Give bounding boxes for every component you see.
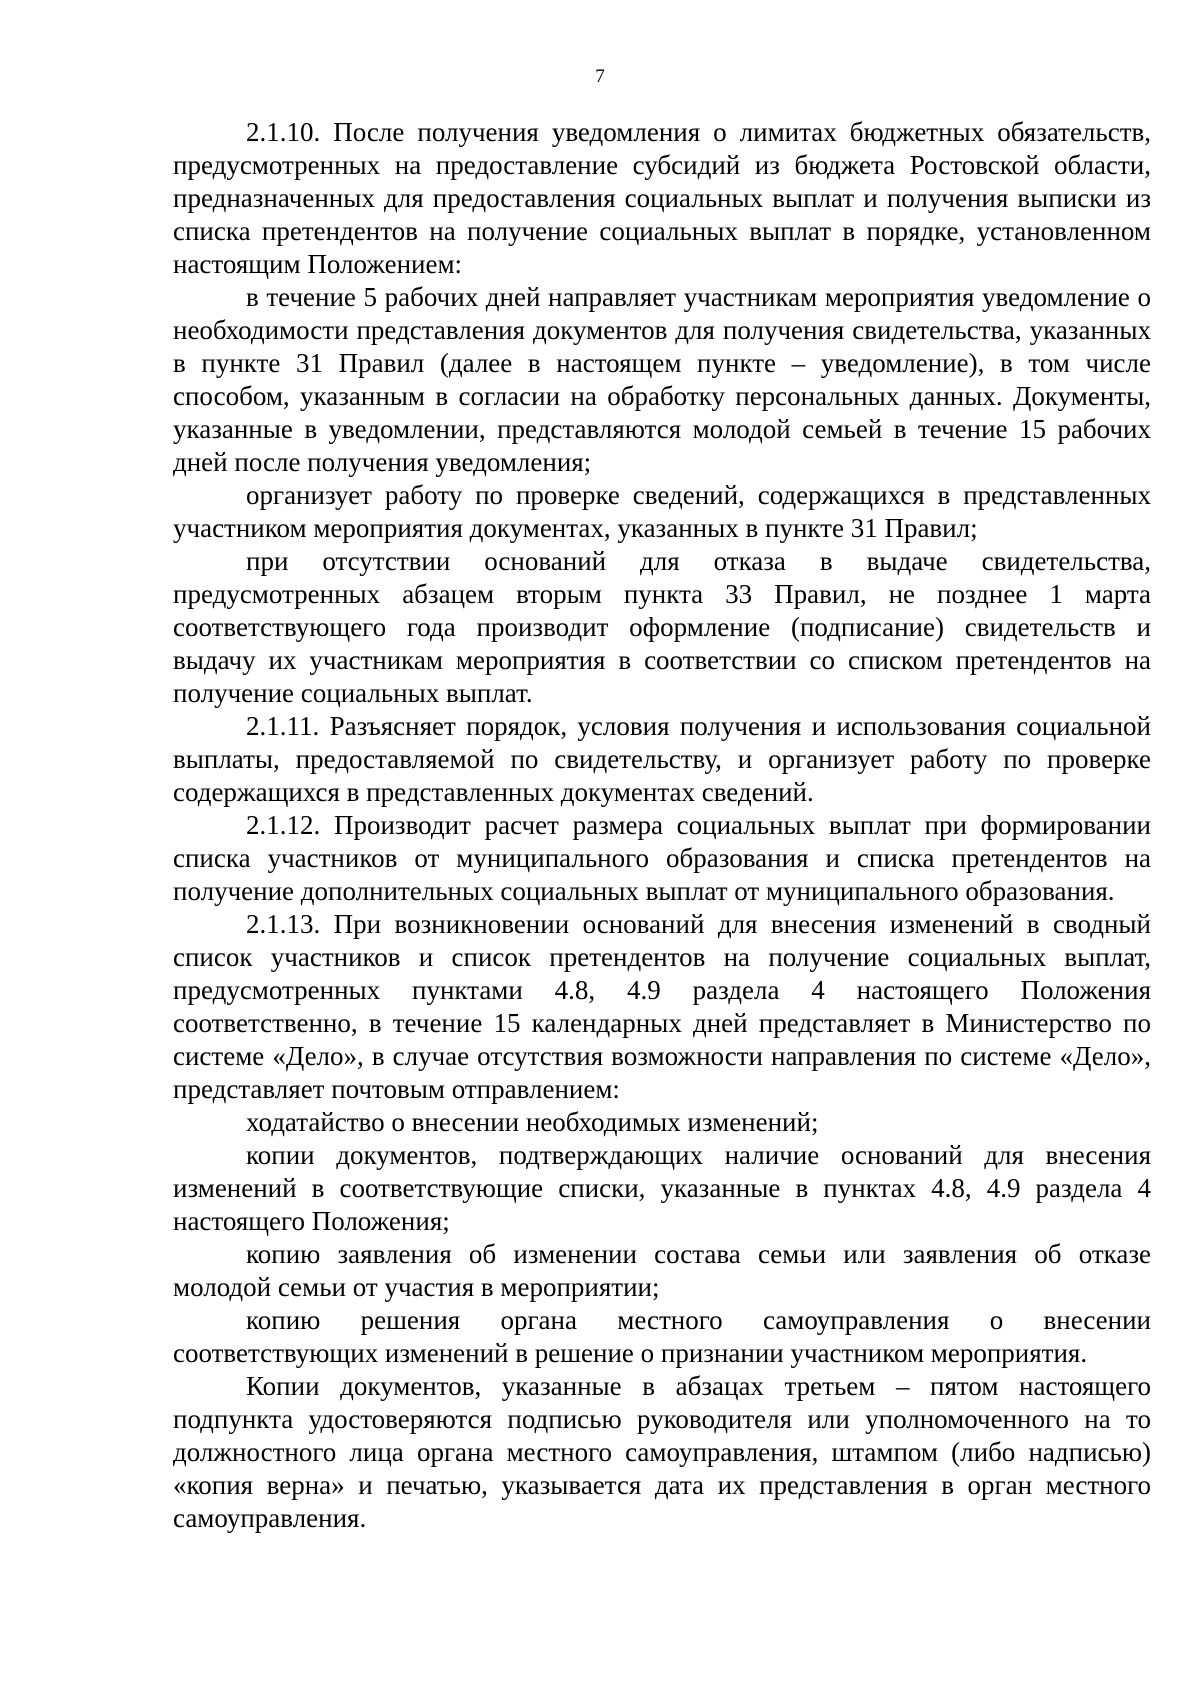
paragraph-certificate-issuance: при отсутствии оснований для отказа в выдаче свидетельства, предусмотренных абзацем вторым пункта 33 Правил, не позднее 1 марта соответствующего года производит оформление (подписание) свидетельств и выдачу их участникам мероприятия в соответствии со списком претендентов на получение социальных выплат. bbox=[173, 546, 1151, 708]
paragraph-2-1-12: 2.1.12. Производит расчет размера социальных выплат при формировании списка участников от муниципального образования и списка претендентов на получение дополнительных социальных выплат от муниципального образования. bbox=[173, 810, 1151, 906]
paragraph-2-1-11: 2.1.11. Разъясняет порядок, условия получения и использования социальной выплаты, предоставляемой по свидетельству, и организует работу по проверке содержащихся в представленных документах сведений. bbox=[173, 711, 1151, 807]
paragraph-copy-certification: Копии документов, указанные в абзацах третьем – пятом настоящего подпункта удостоверяются подписью руководителя или уполномоченного на то должностного лица органа местного самоуправления, штампом (либо надписью) «копия верна» и печатью, указывается дата их представления в орган местного самоуправления. bbox=[173, 1371, 1151, 1533]
paragraph-petition: ходатайство о внесении необходимых изменений; bbox=[246, 1107, 819, 1137]
paragraph-notification-deadline: в течение 5 рабочих дней направляет участникам мероприятия уведомление о необходимости представления документов для получения свидетельства, указанных в пункте 31 Правил (далее в настоящем пункте – уведомление), в том числе способом, указанным в согласии на обработку персональных данных. Документы, указанные в уведомлении, представляются молодой семьей в течение 15 рабочих дней после получения уведомления; bbox=[173, 282, 1151, 477]
paragraph-2-1-13: 2.1.13. При возникновении оснований для внесения изменений в сводный список участников и список претендентов на получение социальных выплат, предусмотренных пунктами 4.8, 4.9 раздела 4 настоящего Положения соответственно, в течение 15 календарных дней представляет в Министерство по системе «Дело», в случае отсутствия возможности направления по системе «Дело», представляет почтовым отправлением: bbox=[173, 909, 1151, 1104]
paragraph-document-copies: копии документов, подтверждающих наличие оснований для внесения изменений в соответствующие списки, указанные в пунктах 4.8, 4.9 раздела 4 настоящего Положения; bbox=[173, 1140, 1151, 1236]
paragraph-decision-copy: копию решения органа местного самоуправления о внесении соответствующих изменений в решение о признании участником мероприятия. bbox=[173, 1305, 1151, 1368]
page-number: 7 bbox=[595, 66, 605, 87]
paragraph-verification: организует работу по проверке сведений, содержащихся в представленных участником мероприятия документах, указанных в пункте 31 Правил; bbox=[173, 480, 1151, 543]
paragraph-2-1-10: 2.1.10. После получения уведомления о лимитах бюджетных обязательств, предусмотренных на предоставление субсидий из бюджета Ростовской области, предназначенных для предоставления социальных выплат и получения выписки из списка претендентов на получение социальных выплат в порядке, установленном настоящим Положением: bbox=[173, 117, 1151, 279]
document-body bbox=[173, 116, 1151, 1535]
paragraph-application-copy: копию заявления об изменении состава семьи или заявления об отказе молодой семьи от участия в мероприятии; bbox=[173, 1239, 1151, 1302]
